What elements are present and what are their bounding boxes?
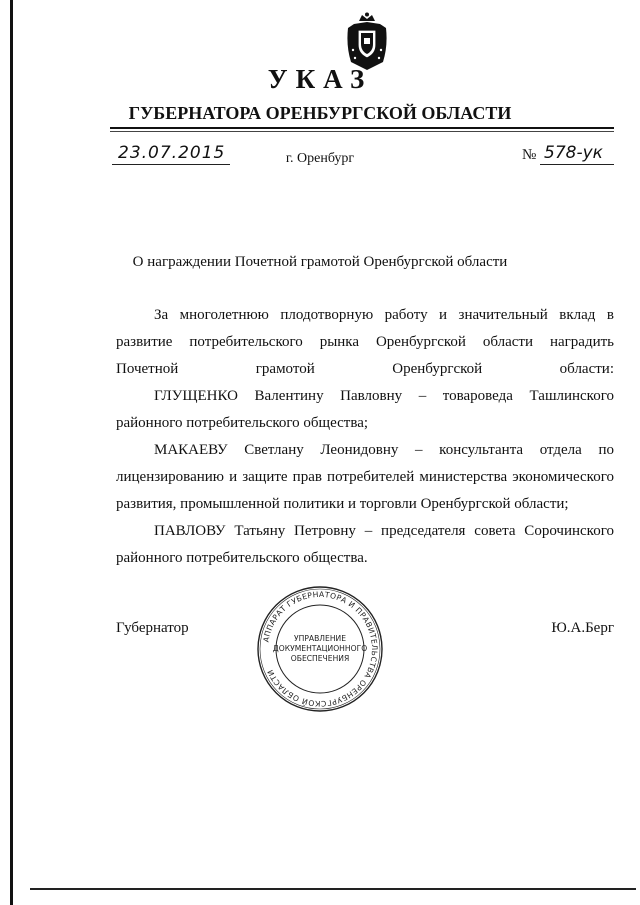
signatory-name: Ю.А.Берг <box>551 620 614 636</box>
document-city: г. Оренбург <box>285 151 355 166</box>
document-title: УКАЗ <box>267 64 373 94</box>
document-date: 23.07.2015 <box>118 143 226 163</box>
seal-line-1: УПРАВЛЕНИЕ <box>293 634 347 643</box>
signatory-role: Губернатор <box>116 620 189 636</box>
header-rule-thin <box>110 131 614 132</box>
paragraph-award-1: ГЛУЩЕНКО Валентину Павловну – товароведа Ташлинского районного потребительского общества; <box>116 388 614 431</box>
seal-line-3: ОБЕСПЕЧЕНИЯ <box>290 654 350 663</box>
scan-left-edge <box>10 0 13 905</box>
document-issuer: ГУБЕРНАТОРА ОРЕНБУРГСКОЙ ОБЛАСТИ <box>128 103 512 123</box>
header-rule <box>110 127 614 129</box>
coat-of-arms-icon <box>342 12 392 70</box>
paragraph-award-2: МАКАЕВУ Светлану Леонидовну – консультанта отдела по лицензированию и защите прав потребителей министерства экономического развития, промышленной политики и торговли Оренбургской области; <box>116 442 614 512</box>
number-prefix: № <box>522 147 537 163</box>
seal-ring-text: АППАРАТ ГУБЕРНАТОРА И ПРАВИТЕЛЬСТВА ОРЕНБУРГСКОЙ ОБЛАСТИ <box>261 589 380 709</box>
document-number: 578-ук <box>544 143 603 163</box>
paragraph-award-3: ПАВЛОВУ Татьяну Петровну – председателя совета Сорочинского районного потребительского общества. <box>116 523 614 566</box>
paragraph-intro: За многолетнюю плодотворную работу и значительный вклад в развитие потребительского рынка Оренбургской области наградить Почетной грамотой Оренбургской области: <box>116 307 614 377</box>
number-underline <box>540 164 614 165</box>
seal-line-2: ДОКУМЕНТАЦИОННОГО <box>272 644 368 653</box>
document-heading: О награждении Почетной грамотой Оренбургской области <box>132 254 508 270</box>
official-seal <box>256 585 384 713</box>
scan-bottom-edge <box>30 888 636 890</box>
